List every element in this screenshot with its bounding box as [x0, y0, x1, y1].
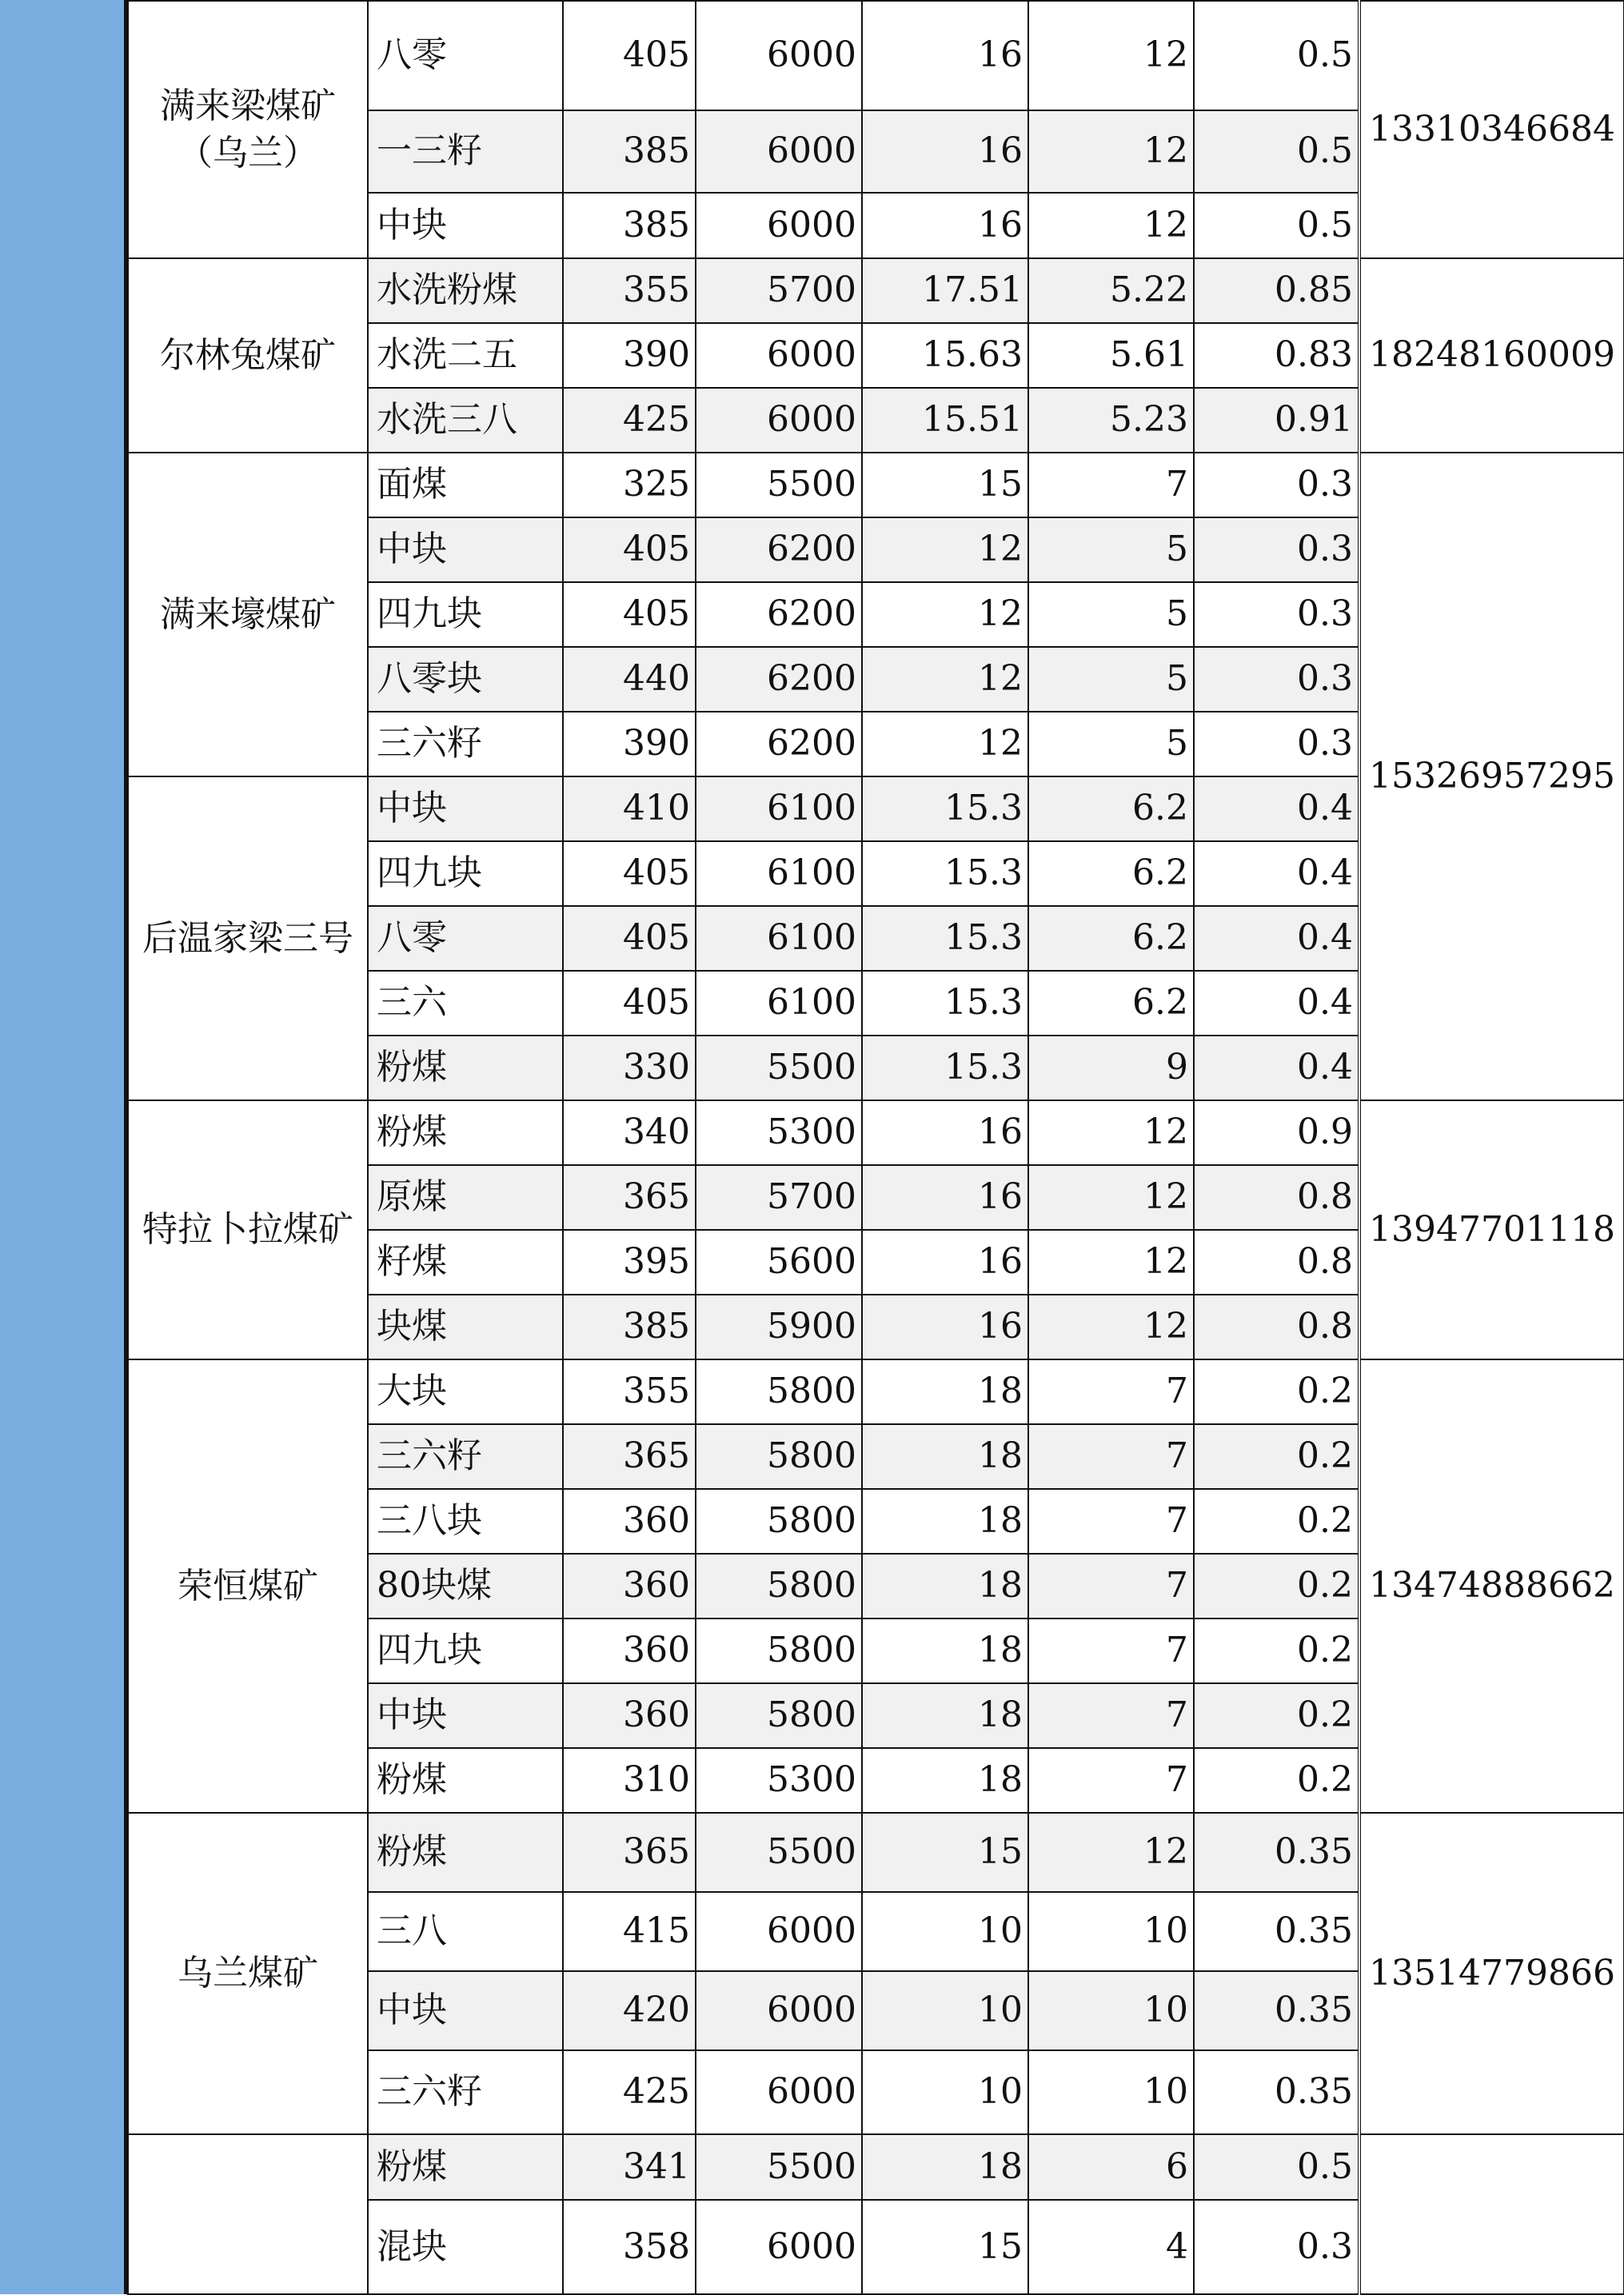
heat-value: 5900: [696, 1295, 862, 1359]
contact-phone: 18248160009: [1359, 258, 1624, 453]
spec-2-value: 7: [1028, 1554, 1194, 1618]
table-row: [128, 258, 1624, 323]
coal-type: 八零: [368, 1, 563, 110]
mine-name: 尔林兔煤矿: [128, 258, 368, 453]
coal-type: 水洗粉煤: [368, 258, 563, 323]
heat-value: 6000: [696, 323, 862, 388]
coal-type: 粉煤: [368, 1813, 563, 1892]
table-row: [128, 1100, 1624, 1165]
heat-value: 5600: [696, 1230, 862, 1295]
spec-1-value: 10: [862, 2050, 1028, 2134]
spec-1-value: 18: [862, 1748, 1028, 1813]
price-value: 410: [563, 776, 696, 841]
contact-phone: 15326957295: [1359, 453, 1624, 1100]
spec-3-value: 0.5: [1194, 1, 1359, 110]
coal-type: 粉煤: [368, 1748, 563, 1813]
spec-3-value: 0.5: [1194, 110, 1359, 193]
heat-value: 5500: [696, 1036, 862, 1100]
spec-2-value: 5: [1028, 647, 1194, 712]
spec-3-value: 0.3: [1194, 712, 1359, 776]
spec-3-value: 0.3: [1194, 647, 1359, 712]
contact-phone: 13474888662: [1359, 1359, 1624, 1813]
spec-3-value: 0.8: [1194, 1230, 1359, 1295]
spec-1-value: 15: [862, 453, 1028, 517]
mine-name: 荣恒煤矿: [128, 1359, 368, 1813]
price-value: 365: [563, 1424, 696, 1489]
spec-3-value: 0.4: [1194, 841, 1359, 906]
spec-1-value: 16: [862, 110, 1028, 193]
spec-2-value: 5: [1028, 517, 1194, 582]
coal-type: 八零: [368, 906, 563, 971]
spec-3-value: 0.2: [1194, 1359, 1359, 1424]
price-value: 341: [563, 2134, 696, 2200]
coal-type: 中块: [368, 776, 563, 841]
table-row: [128, 1813, 1624, 1892]
coal-type: 中块: [368, 1683, 563, 1748]
heat-value: 6000: [696, 1971, 862, 2050]
spec-1-value: 15: [862, 2200, 1028, 2294]
coal-type: 80块煤: [368, 1554, 563, 1618]
spec-1-value: 15.3: [862, 971, 1028, 1036]
spec-1-value: 16: [862, 1295, 1028, 1359]
spec-3-value: 0.2: [1194, 1424, 1359, 1489]
spec-3-value: 0.35: [1194, 2050, 1359, 2134]
heat-value: 6000: [696, 1, 862, 110]
spec-2-value: 5.61: [1028, 323, 1194, 388]
price-value: 365: [563, 1813, 696, 1892]
table-row: [128, 1, 1624, 110]
spec-1-value: 18: [862, 1359, 1028, 1424]
heat-value: 5800: [696, 1359, 862, 1424]
spec-3-value: 0.5: [1194, 2134, 1359, 2200]
spec-3-value: 0.35: [1194, 1892, 1359, 1971]
coal-type: 粉煤: [368, 1100, 563, 1165]
price-value: 330: [563, 1036, 696, 1100]
price-value: 325: [563, 453, 696, 517]
spec-1-value: 15.3: [862, 841, 1028, 906]
mine-name: 后温家梁三号: [128, 776, 368, 1100]
price-value: 405: [563, 971, 696, 1036]
spec-1-value: 12: [862, 582, 1028, 647]
spec-3-value: 0.3: [1194, 517, 1359, 582]
spec-1-value: 15.3: [862, 776, 1028, 841]
coal-type: 粉煤: [368, 2134, 563, 2200]
spec-1-value: 15.3: [862, 1036, 1028, 1100]
price-value: 440: [563, 647, 696, 712]
coal-type: 粉煤: [368, 1036, 563, 1100]
heat-value: 5500: [696, 2134, 862, 2200]
mine-name: 特拉卜拉煤矿: [128, 1100, 368, 1359]
coal-type: 八零块: [368, 647, 563, 712]
spec-1-value: 16: [862, 1165, 1028, 1230]
spec-2-value: 12: [1028, 1100, 1194, 1165]
contact-phone: 13947701118: [1359, 1100, 1624, 1359]
spec-2-value: 12: [1028, 1165, 1194, 1230]
spec-2-value: 12: [1028, 1813, 1194, 1892]
spec-1-value: 18: [862, 1683, 1028, 1748]
spec-3-value: 0.8: [1194, 1295, 1359, 1359]
mine-name: 满来梁煤矿（乌兰）: [128, 1, 368, 258]
spec-1-value: 12: [862, 712, 1028, 776]
price-value: 415: [563, 1892, 696, 1971]
heat-value: 5800: [696, 1489, 862, 1554]
heat-value: 5800: [696, 1618, 862, 1683]
heat-value: 6000: [696, 2050, 862, 2134]
heat-value: 5500: [696, 453, 862, 517]
price-value: 365: [563, 1165, 696, 1230]
spec-1-value: 16: [862, 193, 1028, 258]
coal-type: 籽煤: [368, 1230, 563, 1295]
price-value: 340: [563, 1100, 696, 1165]
price-value: 355: [563, 1359, 696, 1424]
table-row: [128, 453, 1624, 517]
price-value: 425: [563, 2050, 696, 2134]
spec-2-value: 12: [1028, 110, 1194, 193]
price-value: 360: [563, 1683, 696, 1748]
coal-type: 四九块: [368, 1618, 563, 1683]
spec-1-value: 15.63: [862, 323, 1028, 388]
spec-3-value: 0.2: [1194, 1683, 1359, 1748]
coal-type: 水洗三八: [368, 388, 563, 453]
heat-value: 6100: [696, 971, 862, 1036]
heat-value: 6000: [696, 1892, 862, 1971]
spec-1-value: 12: [862, 517, 1028, 582]
price-value: 385: [563, 110, 696, 193]
spec-3-value: 0.4: [1194, 776, 1359, 841]
heat-value: 5800: [696, 1424, 862, 1489]
price-value: 405: [563, 582, 696, 647]
coal-type: 三六: [368, 971, 563, 1036]
heat-value: 5800: [696, 1554, 862, 1618]
spec-2-value: 5: [1028, 712, 1194, 776]
coal-type: 四九块: [368, 841, 563, 906]
coal-type: 大块: [368, 1359, 563, 1424]
price-value: 425: [563, 388, 696, 453]
spec-1-value: 16: [862, 1100, 1028, 1165]
heat-value: 5700: [696, 258, 862, 323]
spec-1-value: 10: [862, 1892, 1028, 1971]
spec-3-value: 0.2: [1194, 1554, 1359, 1618]
heat-value: 6200: [696, 712, 862, 776]
heat-value: 5500: [696, 1813, 862, 1892]
spec-1-value: 15.3: [862, 906, 1028, 971]
spec-2-value: 10: [1028, 1892, 1194, 1971]
spec-2-value: 7: [1028, 1748, 1194, 1813]
heat-value: 5300: [696, 1100, 862, 1165]
coal-type: 面煤: [368, 453, 563, 517]
contact-phone: 13514779866: [1359, 1813, 1624, 2134]
coal-type: 三六籽: [368, 1424, 563, 1489]
spec-1-value: 17.51: [862, 258, 1028, 323]
price-value: 360: [563, 1618, 696, 1683]
spec-1-value: 18: [862, 1424, 1028, 1489]
spec-2-value: 6.2: [1028, 971, 1194, 1036]
spec-3-value: 0.4: [1194, 906, 1359, 971]
contact-phone: 13310346684: [1359, 1, 1624, 258]
price-value: 360: [563, 1489, 696, 1554]
spec-2-value: 6.2: [1028, 906, 1194, 971]
contact-phone: [1359, 2134, 1624, 2294]
spec-1-value: 15: [862, 1813, 1028, 1892]
heat-value: 6200: [696, 582, 862, 647]
spec-3-value: 0.83: [1194, 323, 1359, 388]
spec-2-value: 6.2: [1028, 776, 1194, 841]
coal-price-table: [127, 0, 1624, 2295]
coal-type: 三八: [368, 1892, 563, 1971]
spec-1-value: 15.51: [862, 388, 1028, 453]
coal-type: 中块: [368, 517, 563, 582]
spec-2-value: 12: [1028, 193, 1194, 258]
spec-2-value: 6: [1028, 2134, 1194, 2200]
heat-value: 6100: [696, 841, 862, 906]
price-value: 405: [563, 1, 696, 110]
spec-3-value: 0.8: [1194, 1165, 1359, 1230]
table-row: [128, 1359, 1624, 1424]
price-value: 355: [563, 258, 696, 323]
spec-3-value: 0.2: [1194, 1618, 1359, 1683]
coal-type: 三六籽: [368, 712, 563, 776]
coal-type: 块煤: [368, 1295, 563, 1359]
spec-3-value: 0.91: [1194, 388, 1359, 453]
spec-2-value: 6.2: [1028, 841, 1194, 906]
price-value: 390: [563, 323, 696, 388]
spec-2-value: 7: [1028, 1359, 1194, 1424]
price-value: 405: [563, 906, 696, 971]
coal-type: 中块: [368, 1971, 563, 2050]
heat-value: 6000: [696, 388, 862, 453]
price-value: 310: [563, 1748, 696, 1813]
price-value: 385: [563, 1295, 696, 1359]
price-value: 395: [563, 1230, 696, 1295]
spec-1-value: 18: [862, 1554, 1028, 1618]
heat-value: 6000: [696, 193, 862, 258]
coal-type: 四九块: [368, 582, 563, 647]
coal-type: 混块: [368, 2200, 563, 2294]
spec-3-value: 0.35: [1194, 1971, 1359, 2050]
spec-2-value: 7: [1028, 1424, 1194, 1489]
mine-name: 满来壕煤矿: [128, 453, 368, 776]
coal-type: 中块: [368, 193, 563, 258]
price-value: 390: [563, 712, 696, 776]
heat-value: 5700: [696, 1165, 862, 1230]
spec-3-value: 0.5: [1194, 193, 1359, 258]
table-body: [128, 1, 1624, 2294]
spec-3-value: 0.35: [1194, 1813, 1359, 1892]
spec-2-value: 5.22: [1028, 258, 1194, 323]
spec-3-value: 0.4: [1194, 1036, 1359, 1100]
coal-type: 三六籽: [368, 2050, 563, 2134]
coal-type: 一三籽: [368, 110, 563, 193]
spec-1-value: 18: [862, 1489, 1028, 1554]
spec-1-value: 12: [862, 647, 1028, 712]
heat-value: 6100: [696, 906, 862, 971]
coal-type: 三八块: [368, 1489, 563, 1554]
spec-2-value: 7: [1028, 1683, 1194, 1748]
spec-2-value: 12: [1028, 1295, 1194, 1359]
heat-value: 5800: [696, 1683, 862, 1748]
spec-2-value: 12: [1028, 1, 1194, 110]
price-value: 358: [563, 2200, 696, 2294]
spec-3-value: 0.3: [1194, 2200, 1359, 2294]
spec-3-value: 0.2: [1194, 1489, 1359, 1554]
spec-1-value: 10: [862, 1971, 1028, 2050]
heat-value: 6000: [696, 2200, 862, 2294]
spec-1-value: 18: [862, 1618, 1028, 1683]
price-value: 405: [563, 517, 696, 582]
spec-2-value: 7: [1028, 1489, 1194, 1554]
price-value: 385: [563, 193, 696, 258]
spec-3-value: 0.3: [1194, 582, 1359, 647]
spec-1-value: 16: [862, 1, 1028, 110]
heat-value: 5300: [696, 1748, 862, 1813]
table-row: [128, 2134, 1624, 2200]
spec-2-value: 10: [1028, 2050, 1194, 2134]
heat-value: 6000: [696, 110, 862, 193]
heat-value: 6200: [696, 647, 862, 712]
mine-name: 乌兰煤矿: [128, 1813, 368, 2134]
spec-2-value: 5.23: [1028, 388, 1194, 453]
heat-value: 6200: [696, 517, 862, 582]
price-value: 405: [563, 841, 696, 906]
heat-value: 6100: [696, 776, 862, 841]
spec-1-value: 18: [862, 2134, 1028, 2200]
price-value: 360: [563, 1554, 696, 1618]
spec-3-value: 0.85: [1194, 258, 1359, 323]
coal-type: 水洗二五: [368, 323, 563, 388]
spec-3-value: 0.2: [1194, 1748, 1359, 1813]
spec-1-value: 16: [862, 1230, 1028, 1295]
spec-2-value: 7: [1028, 1618, 1194, 1683]
spec-2-value: 5: [1028, 582, 1194, 647]
sidebar-band: [0, 0, 127, 2294]
spec-2-value: 7: [1028, 453, 1194, 517]
coal-type: 原煤: [368, 1165, 563, 1230]
spec-3-value: 0.4: [1194, 971, 1359, 1036]
price-value: 420: [563, 1971, 696, 2050]
mine-name: [128, 2134, 368, 2294]
spec-2-value: 12: [1028, 1230, 1194, 1295]
spec-2-value: 9: [1028, 1036, 1194, 1100]
spec-2-value: 10: [1028, 1971, 1194, 2050]
spec-3-value: 0.3: [1194, 453, 1359, 517]
spec-3-value: 0.9: [1194, 1100, 1359, 1165]
spec-2-value: 4: [1028, 2200, 1194, 2294]
